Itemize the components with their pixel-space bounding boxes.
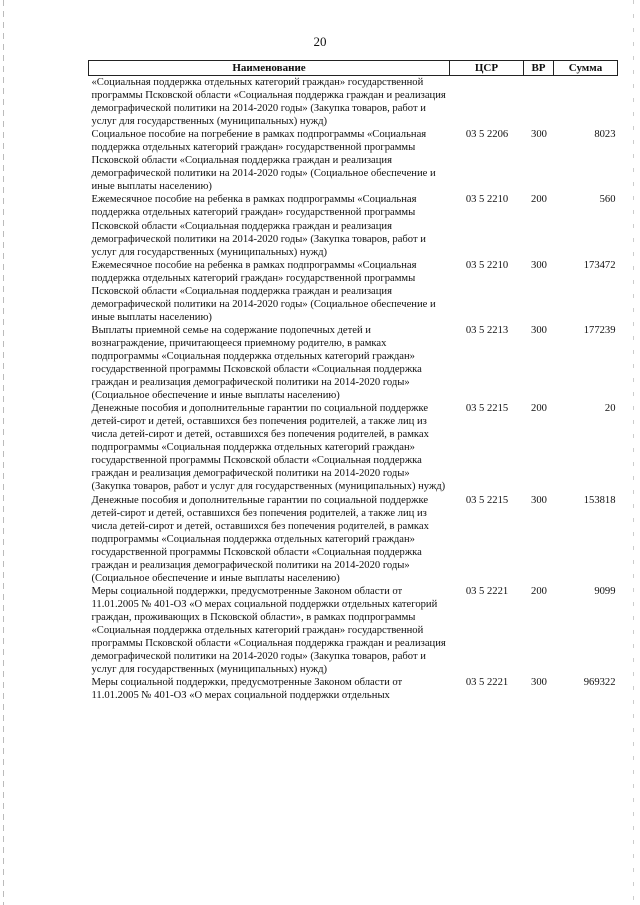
row-vr: 200 [531,585,547,597]
row-vr: 200 [531,194,547,206]
row-vr: 300 [531,677,547,689]
header-csr: ЦСР [450,61,524,76]
page-number: 20 [313,34,327,49]
table-header [89,61,618,76]
table-row [89,76,618,129]
table-row [89,402,618,493]
row-vr: 200 [531,403,547,415]
header-vr: ВР [524,61,554,76]
row-name: Социальное пособие на погребение в рамках подпрограммы «Социальная поддержка отдельных категорий граждан» государственной программы Псковской области «Социальная поддержка граждан и реализация демографической политики на 2014-2020 годы» (Социальное обеспечение и иные выплаты населению) [91,129,436,193]
row-csr: 03 5 2210 [465,194,509,206]
row-csr: 03 5 2206 [465,129,509,141]
row-name: Денежные пособия и дополнительные гарантии по социальной поддержке детей-сирот и детей, оставшихся без попечения родителей, а также лиц из числа детей-сирот и детей, оставшихся без попечения родителей, в рамках подпрограммы «Социальная поддержка отдельных категорий граждан» государственной программы Псковской области «Социальная поддержка граждан и реализация демографической политики на 2014-2020 годы» (Социальное обеспечение и иные выплаты населению) [91,494,429,584]
row-sum: 153818 [583,494,616,506]
row-sum: 9099 [594,585,616,597]
row-sum: 560 [599,194,616,206]
row-sum: 20 [604,403,616,415]
row-name: Меры социальной поддержки, предусмотренные Законом области от 11.01.2005 № 401-ОЗ «О мерах социальной поддержки отдельных категорий граждан, проживающих в Псковской области», в рамках подпрограммы «Социальная поддержка отдельных категорий граждан» государственной программы Псковской области «Социальная поддержка граждан и реализация демографической политики на 2014-2020 годы» (Закупка товаров, работ и услуг для государственных (муниципальных) нужд) [91,585,446,676]
scan-left-edge [3,0,4,905]
row-csr: 03 5 2210 [465,259,509,271]
row-name: «Социальная поддержка отдельных категорий граждан» государственной программы Псковской области «Социальная поддержка граждан и реализация демографической политики на 2014-2020 годы» (Закупка товаров, работ и услуг для государственных (муниципальных) нужд) [91,77,446,128]
row-sum: 177239 [583,324,616,336]
row-csr: 03 5 2221 [465,677,509,689]
table-row [89,259,618,324]
row-vr [524,76,554,129]
table-row [89,494,618,585]
row-csr: 03 5 2215 [465,494,509,506]
header-sum: Сумма [554,61,618,76]
row-vr: 300 [531,259,547,271]
table-row [89,128,618,193]
row-csr: 03 5 2221 [465,585,509,597]
table-row [89,324,618,402]
table-row [89,585,618,676]
row-csr: 03 5 2213 [465,324,509,336]
row-name: Меры социальной поддержки, предусмотренные Законом области от 11.01.2005 № 401-ОЗ «О мерах социальной поддержки отдельных [91,677,403,702]
row-sum: 8023 [594,129,616,141]
row-csr [450,76,524,129]
row-name: Денежные пособия и дополнительные гарантии по социальной поддержке детей-сирот и детей, оставшихся без попечения родителей, а также лиц из числа детей-сирот и детей, оставшихся без попечения родителей, в рамках подпрограммы «Социальная поддержка отдельных категорий граждан» государственной программы Псковской области «Социальная поддержка граждан и реализация демографической политики на 2014-2020 годы» (Закупка товаров, работ и услуг для государственных (муниципальных) нужд) [91,403,446,493]
row-vr: 300 [531,494,547,506]
budget-table [88,60,618,702]
table-row [89,676,618,702]
row-vr: 300 [531,129,547,141]
scan-right-edge [633,0,634,905]
row-sum [554,76,618,129]
row-sum: 969322 [583,677,616,689]
table-row [89,193,618,258]
row-csr: 03 5 2215 [465,403,509,415]
row-name: Ежемесячное пособие на ребенка в рамках подпрограммы «Социальная поддержка отдельных категорий граждан» государственной программы Псковской области «Социальная поддержка граждан и реализация демографической политики на 2014-2020 годы» (Социальное обеспечение и иные выплаты населению) [91,259,436,323]
row-name: Выплаты приемной семье на содержание подопечных детей и вознаграждение, причитающееся приемному родителю, в рамках подпрограммы «Социальная поддержка отдельных категорий граждан» государственной программы Псковской области «Социальная поддержка граждан и реализация демографической политики на 2014-2020 годы» (Социальное обеспечение и иные выплаты населению) [91,324,422,402]
row-vr: 300 [531,324,547,336]
header-name: Наименование [89,61,450,76]
row-name: Ежемесячное пособие на ребенка в рамках подпрограммы «Социальная поддержка отдельных категорий граждан» государственной программы Псковской области «Социальная поддержка граждан и реализация демографической политики на 2014-2020 годы» (Закупка товаров, работ и услуг для государственных (муниципальных) нужд) [91,194,426,258]
row-sum: 173472 [583,259,616,271]
